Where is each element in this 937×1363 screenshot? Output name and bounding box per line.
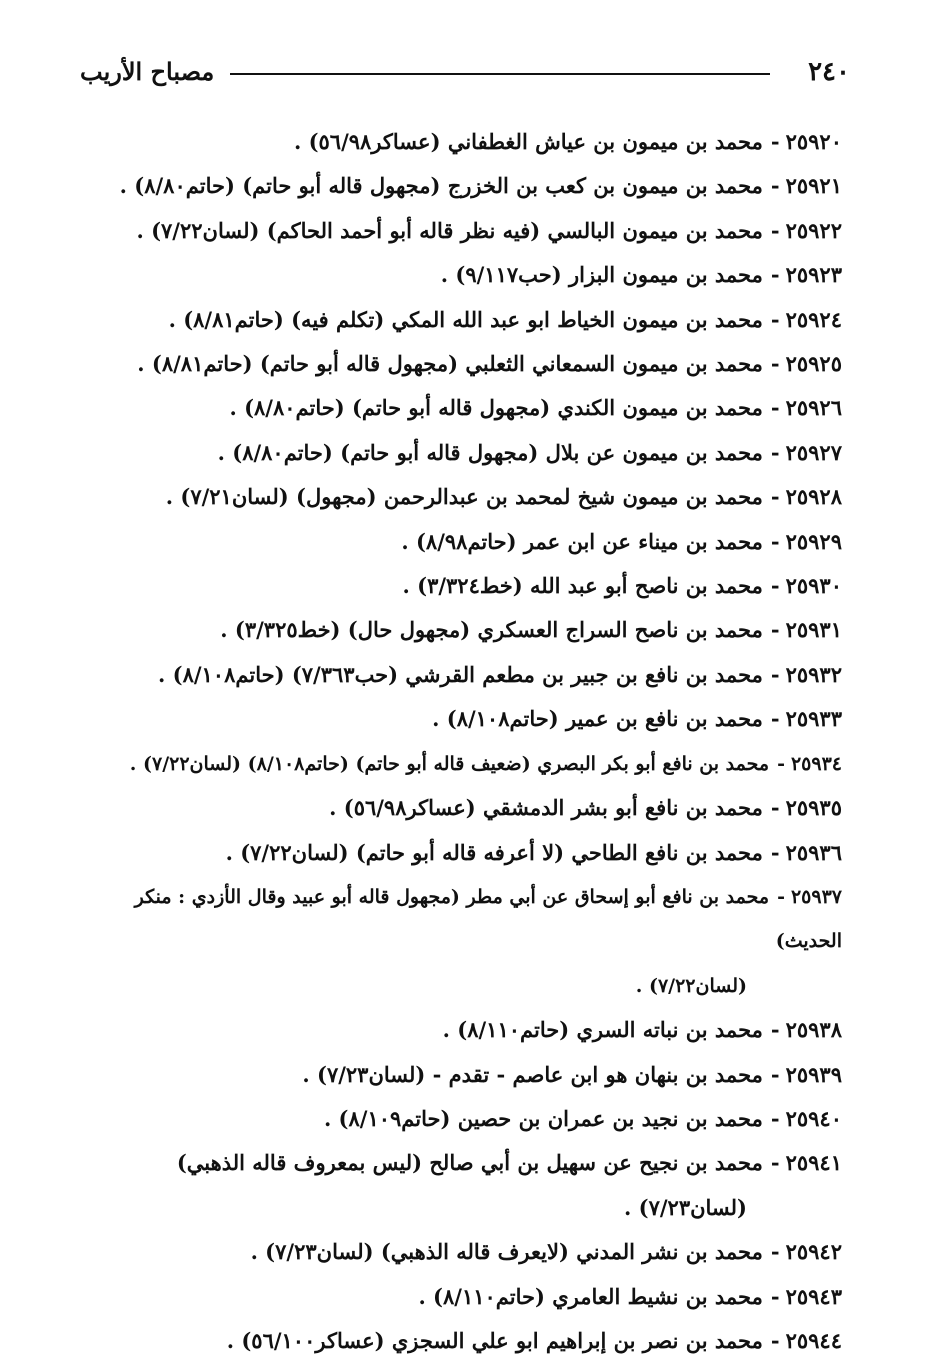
list-item: ٢٥٩٣١-محمد بن ناصح السراج العسكري (مجهول حال) (خط٣/٣٢٥) . xyxy=(72,608,842,652)
entry-text: محمد بن نافع بن جبير بن مطعم القرشي (حب٧/٣٦٣) (حاتم٨/١٠٨) . xyxy=(158,661,763,687)
list-item: ٢٥٩٤٤-محمد بن نصر بن إبراهيم ابو علي السجزي (عساكر٥٦/١٠٠) . xyxy=(72,1319,842,1363)
entry-number: ٢٥٩٢٢ xyxy=(785,217,842,243)
entry-text: محمد بن ميمون الخياط ابو عبد الله المكي (تكلم فيه) (حاتم٨/٨١) . xyxy=(168,306,763,332)
entry-text: محمد بن نافع أبو بشر الدمشقي (عساكر٥٦/٩٨) . xyxy=(329,795,763,821)
entry-number: ٢٥٩٢٥ xyxy=(785,351,842,377)
list-item: ٢٥٩٣٩-محمد بن بنهان هو ابن عاصم - تقدم - (لسان٧/٢٣) . xyxy=(72,1053,842,1097)
entry-number: ٢٥٩٢٦ xyxy=(785,395,842,421)
entry-text: محمد بن ميمون البالسي (فيه نظر قاله أبو أحمد الحاكم) (لسان٧/٢٢) . xyxy=(136,217,763,243)
entry-number: ٢٥٩٤٣ xyxy=(785,1283,842,1309)
entry-text: محمد بن نصر بن إبراهيم ابو علي السجزي (عساكر٥٦/١٠٠) . xyxy=(226,1327,763,1353)
list-item: ٢٥٩٤١-محمد بن نجيح عن سهيل بن أبي صالح (ليس بمعروف قاله الذهبي) (لسان٧/٢٣) . xyxy=(72,1141,842,1230)
list-item: ٢٥٩٤٢-محمد بن نشر المدني (لايعرف قاله الذهبي) (لسان٧/٢٣) . xyxy=(72,1230,842,1274)
entry-list xyxy=(72,120,842,1363)
list-item: ٢٥٩٣٧-محمد بن نافع أبو إسحاق عن أبي مطر (مجهول قاله أبو عبيد وقال الأزدي : منكر الحديث) (لسان٧/٢٢) . xyxy=(72,875,842,1008)
list-item: ٢٥٩٢٣-محمد بن ميمون البزار (حب٩/١١٧) . xyxy=(72,253,842,297)
entry-text: محمد بن نافع أبو بكر البصري (ضعيف قاله أبو حاتم) (حاتم٨/١٠٨) (لسان٧/٢٢) . xyxy=(129,752,770,775)
entry-text: محمد بن ناصح أبو عبد الله (خط٣/٣٢٤) . xyxy=(402,573,763,599)
entry-text: محمد بن ناصح السراج العسكري (مجهول حال) (خط٣/٣٢٥) . xyxy=(220,617,763,643)
entry-number: ٢٥٩٤٤ xyxy=(785,1327,842,1353)
list-item: ٢٥٩٢٠-محمد بن ميمون بن عياش الغطفاني (عساكر٥٦/٩٨) . xyxy=(72,120,842,164)
list-item: ٢٥٩٣٦-محمد بن نافع الطاحي (لا أعرفه قاله أبو حاتم) (لسان٧/٢٢) . xyxy=(72,831,842,875)
entry-text: محمد بن ميمون الكندي (مجهول قاله أبو حاتم) (حاتم٨/٨٠) . xyxy=(229,395,763,421)
entry-text: محمد بن ميمون بن عياش الغطفاني (عساكر٥٦/٩٨) . xyxy=(293,129,763,154)
entry-number: ٢٥٩٣٥ xyxy=(785,795,842,821)
entry-text: محمد بن نافع الطاحي (لا أعرفه قاله أبو حاتم) (لسان٧/٢٢) . xyxy=(225,839,763,865)
list-item: ٢٥٩٤٣-محمد بن نشيط العامري (حاتم٨/١١٠) . xyxy=(72,1275,842,1319)
entry-number: ٢٥٩٢٣ xyxy=(785,262,842,288)
entry-text: محمد بن ميمون البزار (حب٩/١١٧) . xyxy=(440,262,763,288)
entry-text: محمد بن بنهان هو ابن عاصم - تقدم - (لسان٧/٢٣) . xyxy=(302,1061,763,1087)
entry-text: محمد بن ميمون السمعاني الثعلبي (مجهول قاله أبو حاتم) (حاتم٨/٨١) . xyxy=(137,351,763,377)
entry-number: ٢٥٩٢٨ xyxy=(785,484,842,510)
entry-text: محمد بن ميمون عن بلال (مجهول قاله أبو حاتم) (حاتم٨/٨٠) . xyxy=(217,439,763,465)
list-item: ٢٥٩٢٥-محمد بن ميمون السمعاني الثعلبي (مجهول قاله أبو حاتم) (حاتم٨/٨١) . xyxy=(72,342,842,386)
entry-text: محمد بن نشر المدني (لايعرف قاله الذهبي) (لسان٧/٢٣) . xyxy=(250,1239,763,1265)
list-item: ٢٥٩٣٠-محمد بن ناصح أبو عبد الله (خط٣/٣٢٤) . xyxy=(72,564,842,608)
entry-number: ٢٥٩٤٢ xyxy=(785,1239,842,1265)
entry-text: محمد بن نافع أبو إسحاق عن أبي مطر (مجهول قاله أبو عبيد وقال الأزدي : منكر الحديث) xyxy=(134,885,842,953)
list-item: ٢٥٩٢١-محمد بن ميمون بن كعب بن الخزرج (مجهول قاله أبو حاتم) (حاتم٨/٨٠) . xyxy=(72,164,842,208)
list-item: ٢٥٩٣٣-محمد بن نافع بن عمير (حاتم٨/١٠٨) . xyxy=(72,697,842,741)
page-header xyxy=(80,52,860,92)
entry-text-continuation: (لسان٧/٢٣) . xyxy=(624,1194,747,1220)
list-item: ٢٥٩٢٨-محمد بن ميمون شيخ لمحمد بن عبدالرحمن (مجهول) (لسان٧/٢١) . xyxy=(72,475,842,519)
entry-text: محمد بن نجيح عن سهيل بن أبي صالح (ليس بمعروف قاله الذهبي) xyxy=(176,1150,763,1176)
entry-number: ٢٥٩٣٤ xyxy=(790,752,842,775)
list-item: ٢٥٩٣٢-محمد بن نافع بن جبير بن مطعم القرشي (حب٧/٣٦٣) (حاتم٨/١٠٨) . xyxy=(72,653,842,697)
page-number: ٢٤٠ xyxy=(808,57,850,87)
entry-number: ٢٥٩٣٠ xyxy=(785,573,842,599)
entry-text: محمد بن ميمون بن كعب بن الخزرج (مجهول قاله أبو حاتم) (حاتم٨/٨٠) . xyxy=(119,173,763,199)
entry-number: ٢٥٩٣١ xyxy=(785,617,842,643)
list-item: ٢٥٩٣٤-محمد بن نافع أبو بكر البصري (ضعيف قاله أبو حاتم) (حاتم٨/١٠٨) (لسان٧/٢٢) . xyxy=(72,742,842,786)
entry-text: محمد بن نشيط العامري (حاتم٨/١١٠) . xyxy=(418,1283,763,1309)
running-title: مصباح الأريب xyxy=(80,57,215,86)
entry-number: ٢٥٩٣٣ xyxy=(785,706,842,732)
entry-text-continuation: (لسان٧/٢٢) . xyxy=(635,974,747,997)
entry-text: محمد بن ميمون شيخ لمحمد بن عبدالرحمن (مجهول) (لسان٧/٢١) . xyxy=(165,484,763,510)
entry-number: ٢٥٩٣٢ xyxy=(785,661,842,687)
entry-number: ٢٥٩٤٠ xyxy=(785,1105,842,1131)
list-item: ٢٥٩٣٥-محمد بن نافع أبو بشر الدمشقي (عساكر٥٦/٩٨) . xyxy=(72,786,842,830)
entry-number: ٢٥٩٣٧ xyxy=(790,885,842,908)
list-item: ٢٥٩٢٩-محمد بن ميناء عن ابن عمر (حاتم٨/٩٨) . xyxy=(72,520,842,564)
entry-number: ٢٥٩٢١ xyxy=(785,173,842,199)
list-item: ٢٥٩٢٢-محمد بن ميمون البالسي (فيه نظر قاله أبو أحمد الحاكم) (لسان٧/٢٢) . xyxy=(72,209,842,253)
list-item: ٢٥٩٢٦-محمد بن ميمون الكندي (مجهول قاله أبو حاتم) (حاتم٨/٨٠) . xyxy=(72,386,842,430)
entry-number: ٢٥٩٢٤ xyxy=(785,306,842,332)
entry-number: ٢٥٩٣٦ xyxy=(785,839,842,865)
entry-number: ٢٥٩٢٩ xyxy=(785,528,842,554)
entry-number: ٢٥٩٢٠ xyxy=(785,129,842,154)
list-item: ٢٥٩٢٤-محمد بن ميمون الخياط ابو عبد الله المكي (تكلم فيه) (حاتم٨/٨١) . xyxy=(72,298,842,342)
entry-number: ٢٥٩٣٨ xyxy=(785,1017,842,1043)
entry-text: محمد بن نباته السري (حاتم٨/١١٠) . xyxy=(442,1017,763,1043)
entry-text: محمد بن نجيد بن عمران بن حصين (حاتم٨/١٠٩) . xyxy=(323,1105,763,1131)
header-rule xyxy=(230,73,770,75)
entry-number: ٢٥٩٤١ xyxy=(785,1150,842,1176)
list-item: ٢٥٩٢٧-محمد بن ميمون عن بلال (مجهول قاله أبو حاتم) (حاتم٨/٨٠) . xyxy=(72,431,842,475)
entry-text: محمد بن نافع بن عمير (حاتم٨/١٠٨) . xyxy=(432,706,763,732)
entry-text: محمد بن ميناء عن ابن عمر (حاتم٨/٩٨) . xyxy=(401,528,763,554)
entry-number: ٢٥٩٣٩ xyxy=(785,1061,842,1087)
entry-number: ٢٥٩٢٧ xyxy=(785,439,842,465)
list-item: ٢٥٩٤٠-محمد بن نجيد بن عمران بن حصين (حاتم٨/١٠٩) . xyxy=(72,1097,842,1141)
list-item: ٢٥٩٣٨-محمد بن نباته السري (حاتم٨/١١٠) . xyxy=(72,1008,842,1052)
